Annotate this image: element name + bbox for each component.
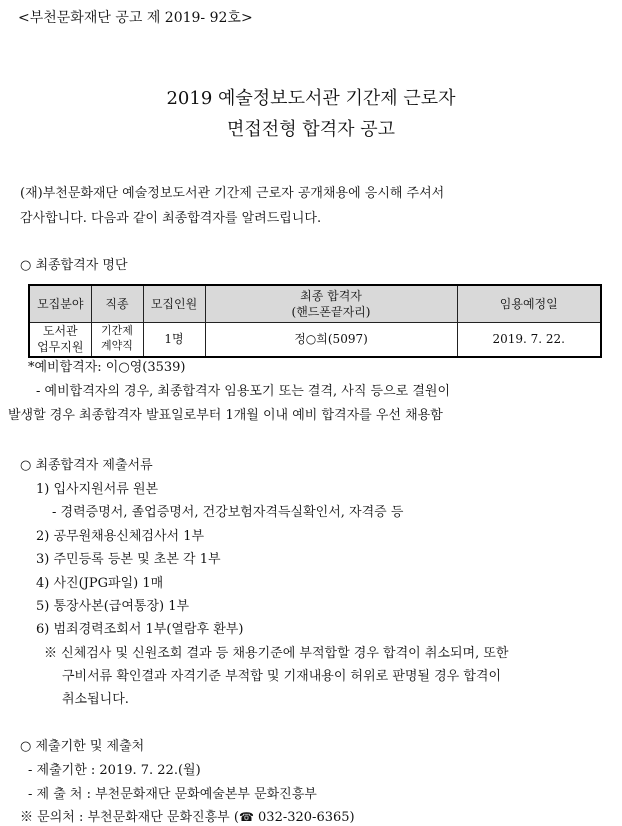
reserve-note-1: - 예비합격자의 경우, 최종합격자 임용포기 또는 결격, 사직 등으로 결원이: [36, 384, 451, 399]
contact-phone: 032-320-6365): [258, 810, 355, 825]
section-submission-heading: ○ 제출기한 및 제출처: [20, 739, 145, 754]
table-row: [29, 322, 601, 357]
cell-field-line2: 업무지원: [37, 340, 84, 355]
title-line-1: 2019 예술정보도서관 기간제 근로자: [166, 88, 456, 109]
intro-line-1: (재)부천문화재단 예술정보도서관 기간제 근로자 공개채용에 응시해 주셔서: [20, 186, 445, 201]
notice-number: <부천문화재단 공고 제 2019- 92호>: [18, 10, 253, 26]
header-finalist: [205, 285, 457, 322]
cell-field-line1: 도서관: [42, 324, 78, 339]
title-line-2: 면접전형 합격자 공고: [227, 119, 395, 140]
document-item-5: 5) 통장사본(급여통장) 1부: [36, 599, 190, 614]
warning-line-2: 구비서류 확인결과 자격기준 부적합 및 기재내용이 허위로 판명될 경우 합격이: [62, 669, 502, 684]
document-item-2: 2) 공무원채용신체검사서 1부: [36, 529, 205, 544]
header-type: 직종: [91, 285, 143, 322]
intro-line-2: 감사합니다. 다음과 같이 최종합격자를 알려드립니다.: [20, 211, 322, 226]
cell-type-line1: 기간제: [101, 324, 133, 338]
document-item-3: 3) 주민등록 등본 및 초본 각 1부: [36, 552, 221, 567]
finalist-table: [28, 284, 602, 358]
reserve-finalist: *예비합격자: 이○영(3539): [28, 360, 186, 375]
cell-finalist: 정○희(5097): [205, 322, 457, 357]
header-finalist-sub: (핸드폰끝자리): [291, 304, 371, 319]
cell-start-date: 2019. 7. 22.: [457, 322, 601, 357]
document-item-4: 4) 사진(JPG파일) 1매: [36, 576, 164, 591]
contact-prefix: ※ 문의처 : 부천문화재단 문화진흥부 (: [20, 810, 239, 825]
submission-deadline: - 제출기한 : 2019. 7. 22.(월): [28, 763, 201, 778]
submission-place: - 제 출 처 : 부천문화재단 문화예술본부 문화진흥부: [28, 787, 317, 802]
section-finalists-heading: ○ 최종합격자 명단: [20, 258, 128, 273]
header-start-date: 임용예정일: [457, 285, 601, 322]
reserve-note-2: 발생할 경우 최종합격자 발표일로부터 1개월 이내 예비 합격자를 우선 채용함: [8, 408, 443, 423]
document-item-6: 6) 범죄경력조회서 1부(열람후 환부): [36, 622, 244, 637]
warning-line-3: 취소됩니다.: [62, 692, 129, 707]
cell-count: 1명: [143, 322, 205, 357]
section-documents-heading: ○ 최종합격자 제출서류: [20, 458, 153, 473]
header-finalist-label: 최종 합격자: [300, 288, 362, 303]
cell-field: [29, 322, 91, 357]
contact-line: [20, 810, 355, 826]
header-field: 모집분야: [29, 285, 91, 322]
header-count: 모집인원: [143, 285, 205, 322]
document-item-1: 1) 입사지원서류 원본: [36, 482, 159, 497]
cell-type-line2: 계약직: [101, 339, 133, 353]
phone-icon: ☎: [238, 810, 254, 824]
document-item-1-detail: - 경력증명서, 졸업증명서, 건강보험자격득실확인서, 자격증 등: [52, 505, 404, 520]
warning-line-1: ※ 신체검사 및 신원조회 결과 등 채용기준에 부적합할 경우 합격이 취소되며, 또한: [44, 646, 509, 661]
cell-type: [91, 322, 143, 357]
